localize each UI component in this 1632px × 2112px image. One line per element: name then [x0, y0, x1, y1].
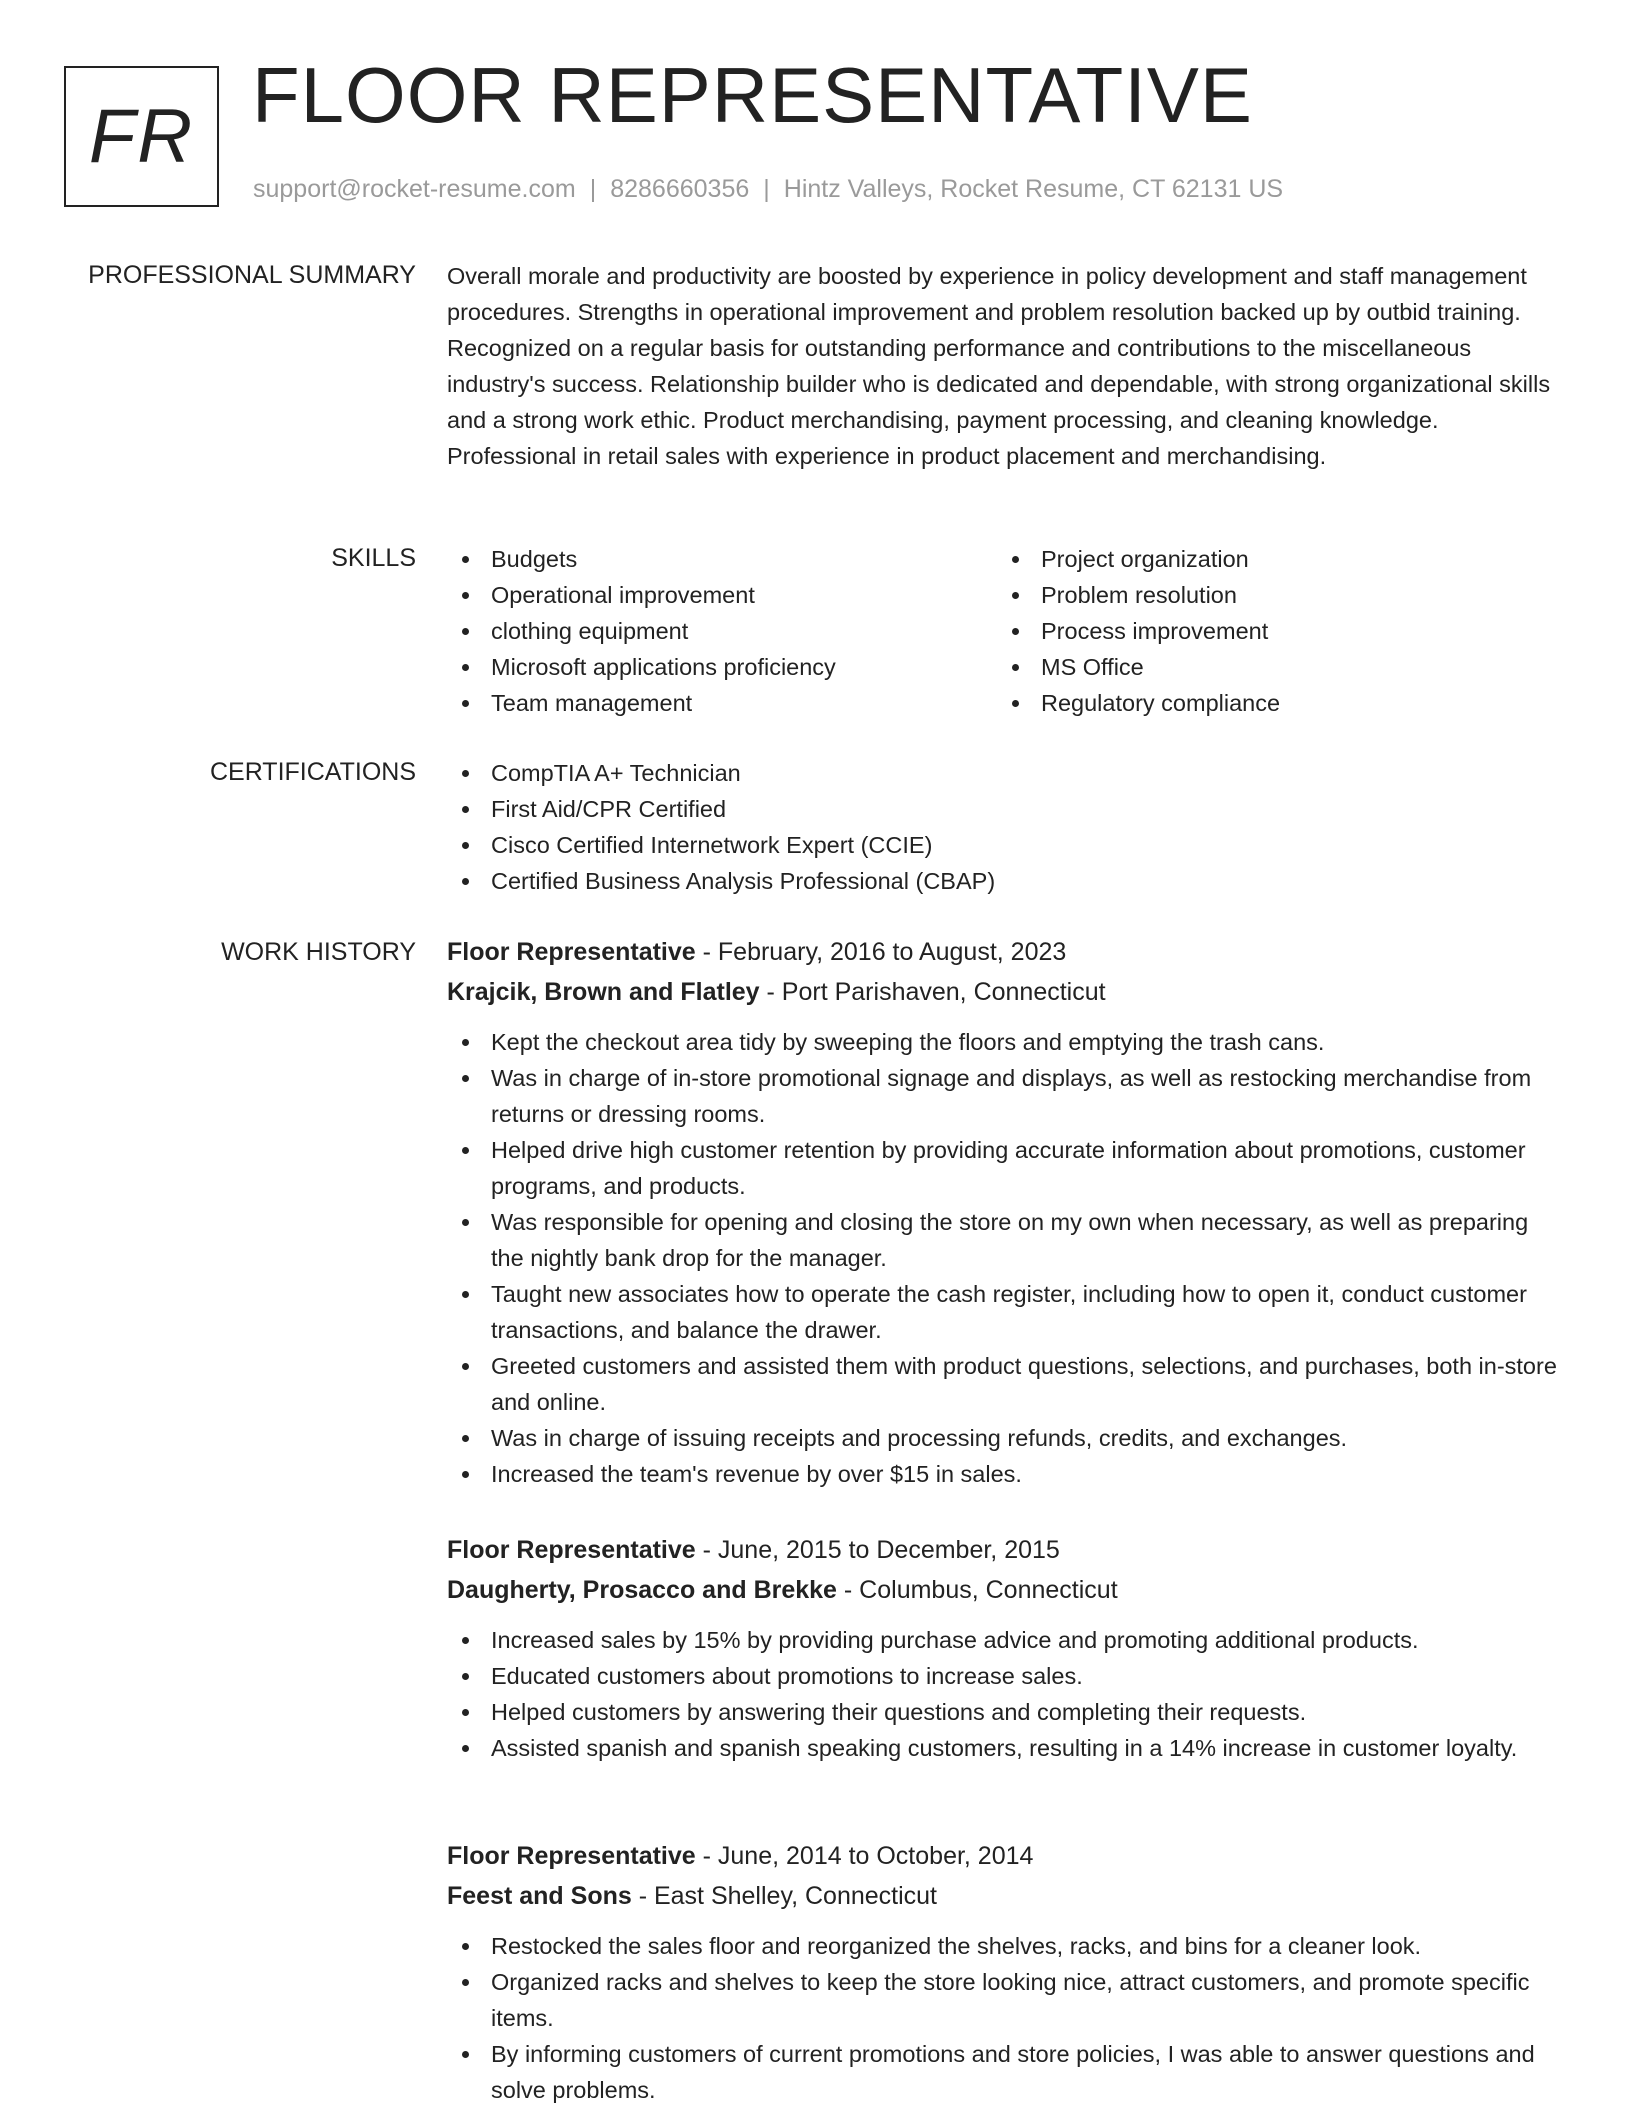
section-label-summary: PROFESSIONAL SUMMARY: [88, 261, 416, 289]
job-location: - Port Parishaven, Connecticut: [759, 978, 1106, 1006]
contact-email[interactable]: support@rocket-resume.com: [253, 175, 576, 203]
list-item: Operational improvement: [447, 577, 997, 613]
list-item: Was responsible for opening and closing the store on my own when necessary, as well as preparing the nightly bank drop for the manager.: [447, 1204, 1567, 1276]
list-item: Regulatory compliance: [997, 685, 1547, 721]
list-item: Was in charge of in-store promotional signage and displays, as well as restocking merchandise from returns or dressing rooms.: [447, 1060, 1567, 1132]
list-item: Helped drive high customer retention by providing accurate information about promotions, customer programs, and products.: [447, 1132, 1567, 1204]
certifications-section: [447, 755, 1567, 899]
list-item: Team management: [447, 685, 997, 721]
list-item: Kept the checkout area tidy by sweeping the floors and emptying the trash cans.: [447, 1024, 1567, 1060]
job-bullets: [447, 1622, 1567, 1766]
contact-address: Hintz Valleys, Rocket Resume, CT 62131 US: [783, 175, 1284, 203]
job-title: Floor Representative: [447, 1842, 696, 1870]
list-item: Educated customers about promotions to increase sales.: [447, 1658, 1567, 1694]
list-item: Greeted customers and assisted them with product questions, selections, and purchases, both in-store and online.: [447, 1348, 1567, 1420]
job-bullets: [447, 1024, 1567, 1492]
job-company-line: [447, 1876, 1567, 1916]
job-company-line: [447, 972, 1567, 1012]
skills-section: [447, 541, 1567, 721]
list-item: Increased the team's revenue by over $15 in sales.: [447, 1456, 1567, 1492]
contact-line: [253, 177, 1283, 202]
summary-text: Overall morale and productivity are boosted by experience in policy development and staff management procedures. Strengths in operational improvement and problem resolution backed up by outbid training. Recognized on a regular basis for outstanding performance and contributions to the miscellaneous industry's success. Relationship builder who is dedicated and dependable, with strong organizational skills and a strong work ethic. Product merchandising, payment processing, and cleaning knowledge. Professional in retail sales with experience in product placement and merchandising.: [447, 263, 1551, 469]
job-company: Krajcik, Brown and Flatley: [447, 978, 760, 1006]
list-item: Cisco Certified Internetwork Expert (CCIE): [447, 827, 1567, 863]
skills-grid: [447, 541, 1567, 721]
section-label-work-history: WORK HISTORY: [221, 938, 416, 966]
list-item: Budgets: [447, 541, 997, 577]
job-title-line: [447, 1530, 1567, 1570]
contact-separator: |: [589, 175, 597, 203]
job-bullets: [447, 1928, 1567, 2108]
summary-section: [447, 258, 1567, 474]
job-title: Floor Representative: [447, 938, 696, 966]
job-dates: - June, 2015 to December, 2015: [695, 1536, 1060, 1564]
list-item: clothing equipment: [447, 613, 997, 649]
skills-list-right: [997, 541, 1547, 721]
section-label-skills: SKILLS: [331, 544, 416, 572]
list-item: By informing customers of current promotions and store policies, I was able to answer questions and solve problems.: [447, 2036, 1567, 2108]
list-item: Project organization: [997, 541, 1547, 577]
list-item: Was in charge of issuing receipts and processing refunds, credits, and exchanges.: [447, 1420, 1567, 1456]
list-item: Process improvement: [997, 613, 1547, 649]
contact-phone[interactable]: 8286660356: [610, 175, 750, 203]
list-item: Taught new associates how to operate the cash register, including how to open it, conduct customer transactions, and balance the drawer.: [447, 1276, 1567, 1348]
job-title-line: [447, 932, 1567, 972]
job-company-line: [447, 1570, 1567, 1610]
list-item: Increased sales by 15% by providing purchase advice and promoting additional products.: [447, 1622, 1567, 1658]
list-item: Helped customers by answering their questions and completing their requests.: [447, 1694, 1567, 1730]
list-item: Problem resolution: [997, 577, 1547, 613]
list-item: Microsoft applications proficiency: [447, 649, 997, 685]
job-entry: [447, 932, 1567, 1492]
job-location: - East Shelley, Connecticut: [631, 1882, 938, 1910]
skills-list-left: [447, 541, 997, 721]
resume-title: FLOOR REPRESENTATIVE: [252, 51, 1253, 139]
certifications-list: [447, 755, 1567, 899]
section-label-certifications: CERTIFICATIONS: [209, 758, 416, 786]
job-entry: [447, 1530, 1567, 1766]
list-item: MS Office: [997, 649, 1547, 685]
monogram-box: [64, 66, 219, 207]
job-location: - Columbus, Connecticut: [836, 1576, 1118, 1604]
monogram-initials: FR: [88, 93, 195, 179]
job-company: Daugherty, Prosacco and Brekke: [447, 1576, 837, 1604]
list-item: Organized racks and shelves to keep the store looking nice, attract customers, and promote specific items.: [447, 1964, 1567, 2036]
list-item: CompTIA A+ Technician: [447, 755, 1567, 791]
list-item: First Aid/CPR Certified: [447, 791, 1567, 827]
list-item: Assisted spanish and spanish speaking customers, resulting in a 14% increase in customer loyalty.: [447, 1730, 1567, 1766]
contact-separator: |: [763, 175, 770, 203]
job-title: Floor Representative: [447, 1536, 696, 1564]
list-item: Certified Business Analysis Professional (CBAP): [447, 863, 1567, 899]
job-dates: - February, 2016 to August, 2023: [695, 938, 1067, 966]
job-entry: [447, 1836, 1567, 2108]
job-company: Feest and Sons: [447, 1882, 632, 1910]
list-item: Restocked the sales floor and reorganized the shelves, racks, and bins for a cleaner look.: [447, 1928, 1567, 1964]
job-title-line: [447, 1836, 1567, 1876]
job-dates: - June, 2014 to October, 2014: [695, 1842, 1034, 1870]
